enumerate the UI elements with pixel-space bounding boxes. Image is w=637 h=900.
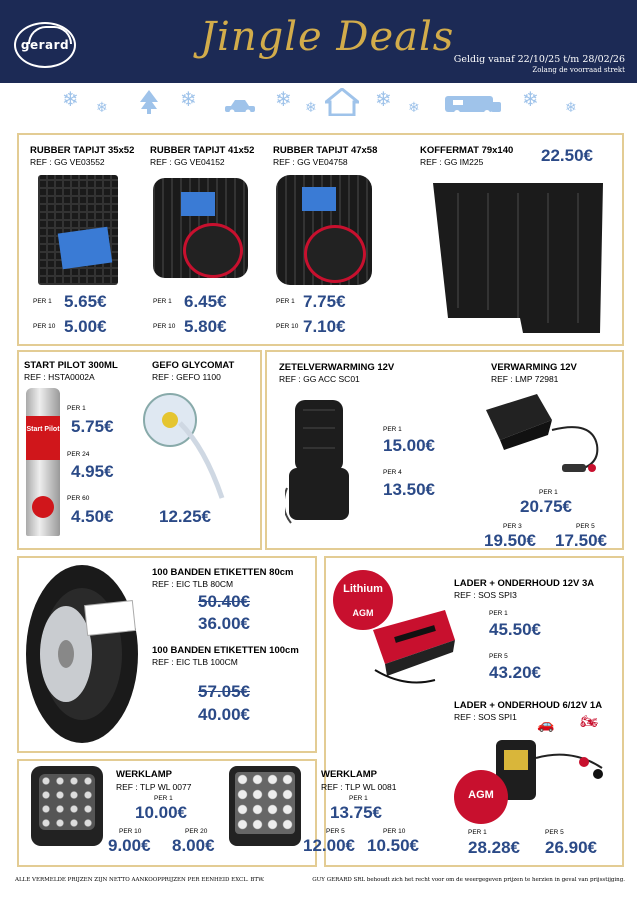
- validity-dates: Geldig vanaf 22/10/25 t/m 28/02/26: [453, 54, 625, 65]
- validity-info: [454, 54, 625, 76]
- price: 5.65€: [64, 292, 107, 311]
- spray-can-image: [26, 388, 60, 536]
- tree-icon: [140, 90, 158, 118]
- qty-label: PER 1: [154, 795, 173, 802]
- mat-detail-circle: [183, 223, 243, 278]
- qty-label: PER 10: [33, 323, 56, 330]
- price: 20.75€: [520, 497, 572, 516]
- price: 13.50€: [383, 480, 435, 499]
- qty-label: PER 24: [67, 451, 90, 458]
- price: 6.45€: [184, 292, 227, 311]
- qty-label: PER 1: [539, 489, 558, 496]
- price: 28.28€: [468, 838, 520, 857]
- car-icon: [225, 98, 255, 118]
- product-name: RUBBER TAPIJT 35x52: [30, 145, 135, 156]
- price: 13.75€: [330, 803, 382, 822]
- product-ref: REF : TLP WL 0081: [321, 782, 397, 792]
- qty-label: PER 1: [349, 795, 368, 802]
- product-ref: REF : GG VE04152: [150, 157, 225, 167]
- price: 12.25€: [159, 507, 211, 526]
- price: 5.00€: [64, 317, 107, 336]
- price: 45.50€: [489, 620, 541, 639]
- rubber-mat-image: [38, 175, 118, 285]
- page-title: Jingle Deals: [200, 14, 455, 60]
- agm-badge: [454, 770, 508, 824]
- old-price: 50.40€: [198, 592, 250, 611]
- price: 26.90€: [545, 838, 597, 857]
- price: 36.00€: [198, 614, 250, 633]
- product-ref: REF : LMP 72981: [491, 374, 559, 384]
- price: 8.00€: [172, 836, 215, 855]
- brand-logo: [14, 22, 76, 68]
- qty-label: PER 1: [383, 426, 402, 433]
- mat-label-image: [181, 192, 215, 216]
- snowflake-icon: ❄: [180, 89, 197, 111]
- price: 15.00€: [383, 436, 435, 455]
- header-banner: [0, 0, 637, 83]
- product-name: START PILOT 300ML: [24, 360, 118, 371]
- can-emblem: [32, 496, 54, 518]
- qty-label: PER 3: [503, 523, 522, 530]
- qty-label: PER 5: [489, 653, 508, 660]
- product-name: KOFFERMAT 79x140: [420, 145, 514, 156]
- motorcycle-icon: 🏍: [580, 713, 598, 729]
- qty-label: PER 1: [153, 298, 172, 305]
- qty-label: PER 5: [545, 829, 564, 836]
- trunk-mat-image: [428, 178, 608, 340]
- snowflake-icon: ❄: [408, 99, 420, 115]
- price: 22.50€: [541, 146, 593, 165]
- product-ref: REF : GG VE04758: [273, 157, 348, 167]
- qty-label: PER 5: [576, 523, 595, 530]
- charger-3a-image: [365, 600, 460, 690]
- product-name: RUBBER TAPIJT 47x58: [273, 145, 378, 156]
- snowflake-icon: ❄: [96, 99, 108, 115]
- price: 5.75€: [71, 417, 114, 436]
- product-ref: REF : GG VE03552: [30, 157, 105, 167]
- product-ref: REF : SOS SPI1: [454, 712, 517, 722]
- can-label: Start Pilot: [26, 416, 60, 460]
- brand-logo-text: gerard: [20, 38, 70, 52]
- price: 43.20€: [489, 663, 541, 682]
- price: 5.80€: [184, 317, 227, 336]
- product-ref: REF : HSTA0002A: [24, 372, 95, 382]
- qty-label: PER 1: [489, 610, 508, 617]
- product-name: RUBBER TAPIJT 41x52: [150, 145, 255, 156]
- product-name: 100 BANDEN ETIKETTEN 100cm: [152, 645, 299, 656]
- product-name: LADER + ONDERHOUD 6/12V 1A: [454, 700, 603, 711]
- house-icon: [325, 88, 359, 120]
- price: 10.00€: [135, 803, 187, 822]
- product-ref: REF : GG IM225: [420, 157, 484, 167]
- product-name: GEFO GLYCOMAT: [152, 360, 235, 371]
- footer-legal: GUY GERARD SRL behoudt zich het recht voor om de weergegeven prijzen te herzien in geval van prijsstijging.: [312, 877, 625, 883]
- product-ref: REF : EIC TLB 100CM: [152, 657, 238, 667]
- product-ref: REF : GEFO 1100: [152, 372, 221, 382]
- tyre-image: [24, 563, 142, 745]
- mat-detail-circle: [304, 225, 366, 283]
- product-ref: REF : EIC TLB 80CM: [152, 579, 234, 589]
- snowflake-icon: ❄: [62, 89, 79, 111]
- car-icon: 🚗: [537, 716, 555, 732]
- qty-label: PER 5: [326, 828, 345, 835]
- qty-label: PER 10: [153, 323, 176, 330]
- qty-label: PER 1: [468, 829, 487, 836]
- product-ref: REF : TLP WL 0077: [116, 782, 192, 792]
- lamp-leds: [235, 772, 295, 834]
- old-price: 57.05€: [198, 682, 250, 701]
- qty-label: PER 10: [383, 828, 406, 835]
- product-name: ZETELVERWARMING 12V: [279, 362, 395, 373]
- product-ref: REF : SOS SPI3: [454, 590, 517, 600]
- qty-label: PER 60: [67, 495, 90, 502]
- qty-label: PER 1: [33, 298, 52, 305]
- lamp-leds: [39, 774, 95, 830]
- mat-label-image: [58, 227, 113, 270]
- price: 40.00€: [198, 705, 250, 724]
- snowflake-icon: ❄: [565, 99, 577, 115]
- price: 9.00€: [108, 836, 151, 855]
- snowflake-icon: ❄: [522, 89, 539, 111]
- price: 19.50€: [484, 531, 536, 550]
- snowflake-icon: ❄: [275, 89, 292, 111]
- snowflake-icon: ❄: [305, 99, 317, 115]
- qty-label: PER 4: [383, 469, 402, 476]
- mat-label-image: [302, 187, 336, 211]
- price: 7.75€: [303, 292, 346, 311]
- price: 17.50€: [555, 531, 607, 550]
- lithium-badge-text: Lithium: [343, 583, 383, 595]
- seat-heater-image: [285, 398, 363, 528]
- product-name: VERWARMING 12V: [491, 362, 577, 373]
- worklamp-image: [31, 766, 103, 846]
- rubber-mat-image: [276, 175, 372, 285]
- price: 10.50€: [367, 836, 419, 855]
- car-heater-image: [482, 390, 612, 480]
- agm-badge-text: AGM: [352, 608, 374, 618]
- price: 12.00€: [303, 836, 355, 855]
- qty-label: PER 10: [276, 323, 299, 330]
- qty-label: PER 10: [119, 828, 142, 835]
- camper-icon: [445, 94, 501, 120]
- worklamp-image: [229, 766, 301, 846]
- price: 7.10€: [303, 317, 346, 336]
- product-name: 100 BANDEN ETIKETTEN 80cm: [152, 567, 294, 578]
- qty-label: PER 1: [276, 298, 295, 305]
- stock-note: Zolang de voorraad strekt: [532, 66, 625, 74]
- price: 4.50€: [71, 507, 114, 526]
- price: 4.95€: [71, 462, 114, 481]
- agm-badge-text: AGM: [468, 789, 494, 801]
- qty-label: PER 1: [67, 405, 86, 412]
- qty-label: PER 20: [185, 828, 208, 835]
- product-name: WERKLAMP: [116, 769, 172, 780]
- product-name: WERKLAMP: [321, 769, 377, 780]
- snowflake-icon: ❄: [375, 89, 392, 111]
- rubber-mat-image: [153, 178, 248, 278]
- glycomat-image: [140, 388, 250, 508]
- product-name: LADER + ONDERHOUD 12V 3A: [454, 578, 595, 589]
- footer-disclaimer: ALLE VERMELDE PRIJZEN ZIJN NETTO AANKOOPPRIJZEN PER EENHEID EXCL. BTW.: [15, 877, 265, 883]
- product-ref: REF : GG ACC SC01: [279, 374, 360, 384]
